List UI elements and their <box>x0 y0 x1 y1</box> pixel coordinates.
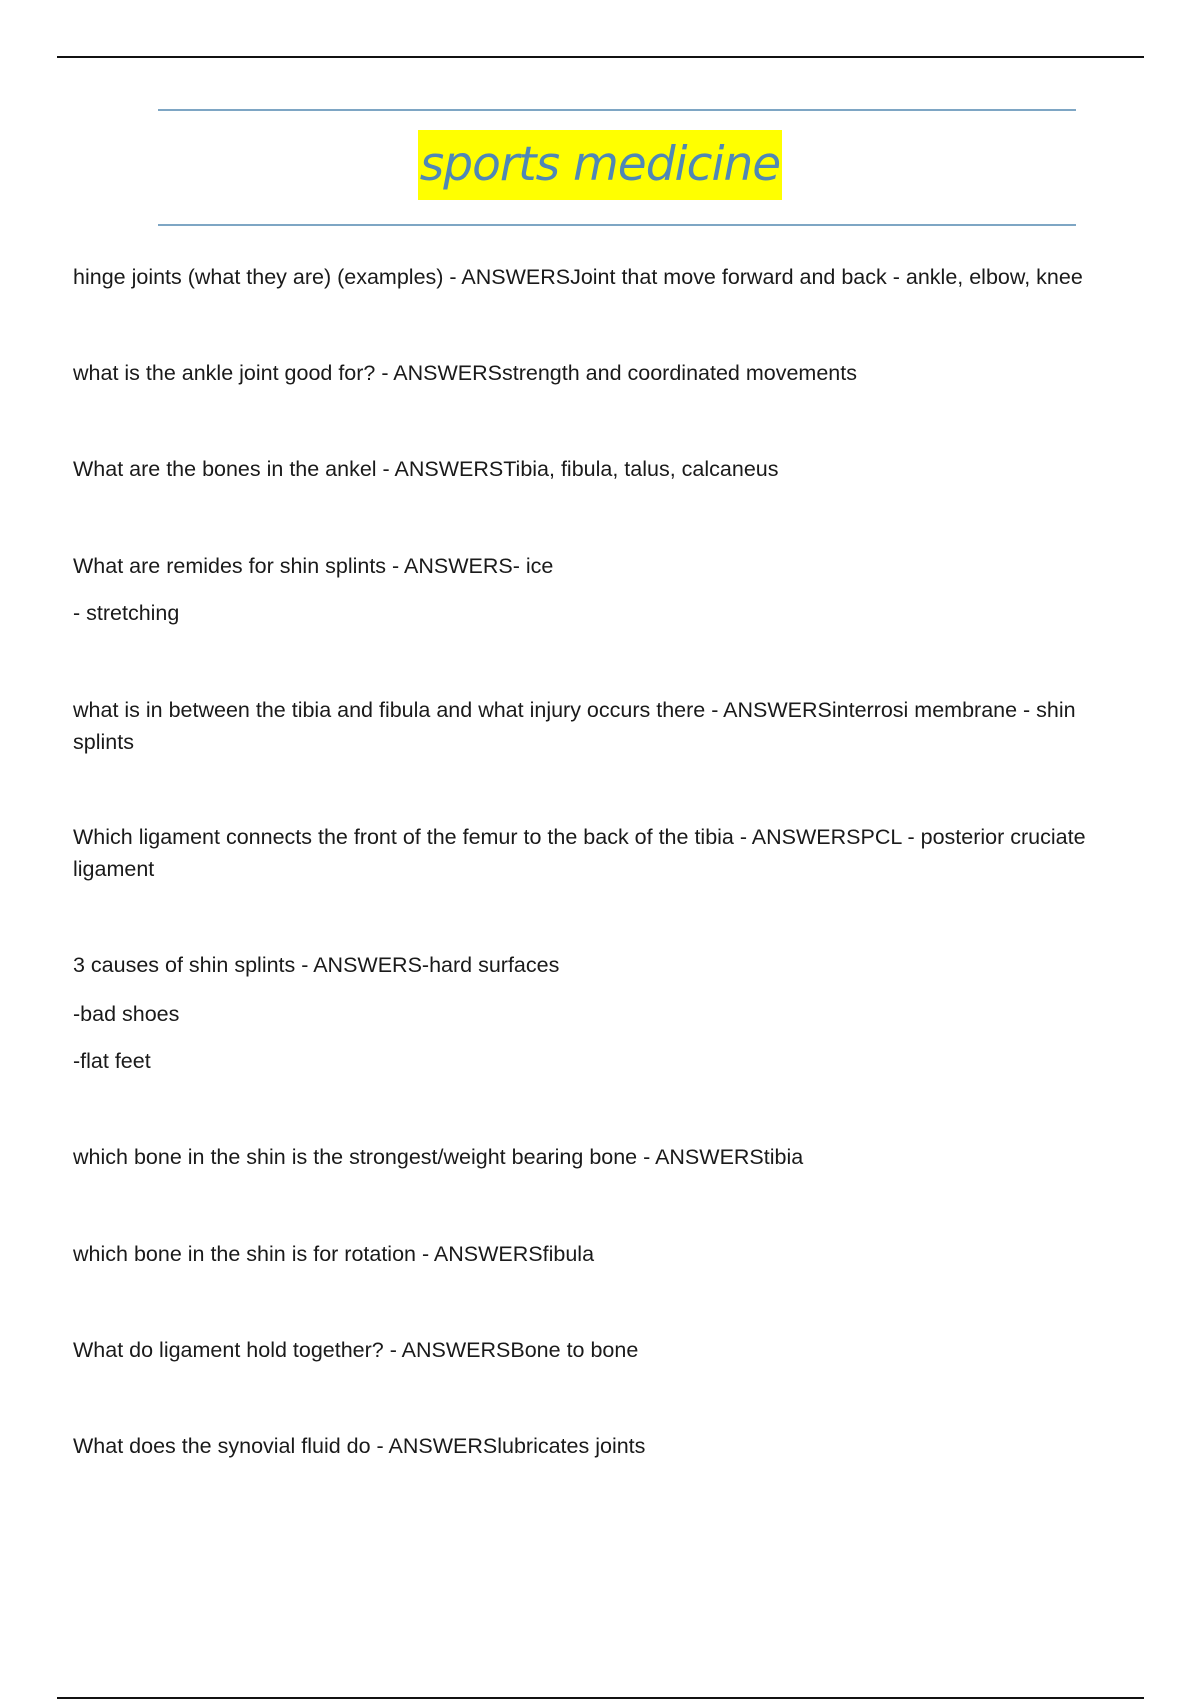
qa-line: 3 causes of shin splints - ANSWERS-hard surfaces <box>73 953 560 977</box>
title-top-rule <box>158 109 1076 111</box>
qa-line: which bone in the shin is the strongest/weight bearing bone - ANSWERStibia <box>73 1145 804 1169</box>
qa-line: What are the bones in the ankel - ANSWERSTibia, fibula, talus, calcaneus <box>73 457 779 481</box>
qa-line: What do ligament hold together? - ANSWERSBone to bone <box>73 1338 639 1362</box>
qa-line: What does the synovial fluid do - ANSWERSlubricates joints <box>73 1434 646 1458</box>
title-block <box>0 130 1200 200</box>
qa-line: -bad shoes <box>73 1002 180 1026</box>
title-bottom-rule <box>158 224 1076 226</box>
qa-line: - stretching <box>73 601 180 625</box>
document-title: sports medicine <box>418 130 782 200</box>
page-bottom-rule <box>57 1697 1144 1699</box>
page-top-rule <box>57 56 1144 58</box>
qa-line: -flat feet <box>73 1049 151 1073</box>
qa-line: which bone in the shin is for rotation - ANSWERSfibula <box>73 1242 595 1266</box>
qa-line: What are remides for shin splints - ANSWERS- ice <box>73 554 554 578</box>
qa-line: what is the ankle joint good for? - ANSWERSstrength and coordinated movements <box>73 361 857 385</box>
qa-line: what is in between the tibia and fibula and what injury occurs there - ANSWERSinterrosi membrane - shin splints <box>73 698 1076 754</box>
qa-line: hinge joints (what they are) (examples) - ANSWERSJoint that move forward and back - ankle, elbow, knee <box>73 265 1083 289</box>
qa-line: Which ligament connects the front of the femur to the back of the tibia - ANSWERSPCL - posterior cruciate ligament <box>73 825 1086 881</box>
